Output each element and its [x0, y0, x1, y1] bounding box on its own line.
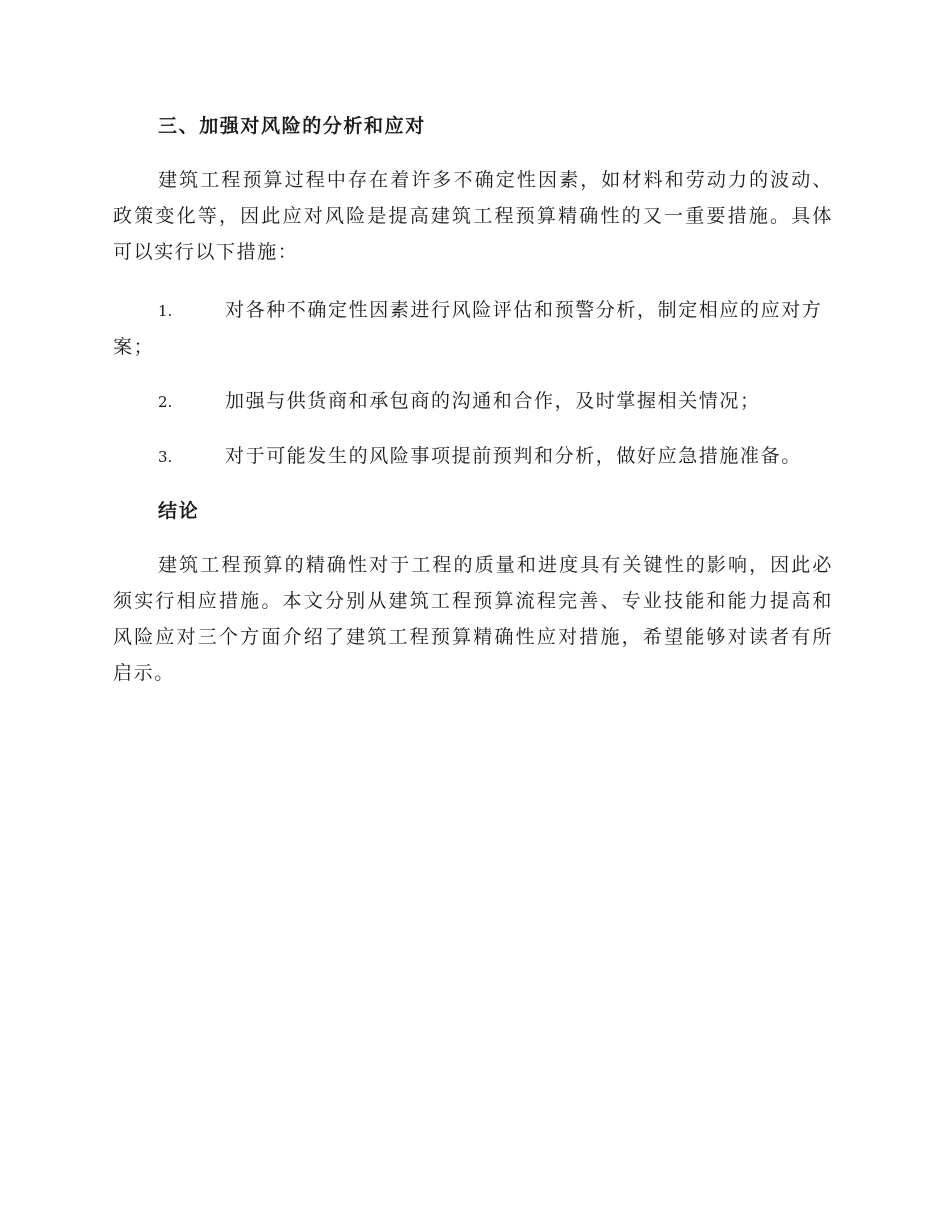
list-item-2	[113, 383, 833, 420]
list-item-text: 加强与供货商和承包商的沟通和合作，及时掌握相关情况；	[225, 390, 761, 412]
list-item-3	[113, 438, 833, 475]
list-number: 2.	[158, 393, 173, 411]
section-intro-paragraph: 建筑工程预算过程中存在着许多不确定性因素，如材料和劳动力的波动、政策变化等，因此应对风险是提高建筑工程预算精确性的又一重要措施。具体可以实行以下措施：	[113, 169, 833, 263]
list-number: 1.	[158, 302, 173, 320]
section-heading-risk: 三、加强对风险的分析和应对	[158, 115, 426, 137]
document-content	[113, 108, 833, 713]
conclusion-paragraph: 建筑工程预算的精确性对于工程的质量和进度具有关键性的影响，因此必须实行相应措施。本文分别从建筑工程预算流程完善、专业技能和能力提高和风险应对三个方面介绍了建筑工程预算精确性应对措施，希望能够对读者有所启示。	[113, 554, 833, 684]
conclusion-heading: 结论	[158, 500, 200, 522]
list-number: 3.	[158, 448, 173, 466]
list-item-text: 对各种不确定性因素进行风险评估和预警分析，制定相应的应对方案；	[113, 299, 823, 358]
list-item-text: 对于可能发生的风险事项提前预判和分析，做好应急措施准备。	[225, 445, 802, 467]
list-item-1	[113, 292, 833, 365]
